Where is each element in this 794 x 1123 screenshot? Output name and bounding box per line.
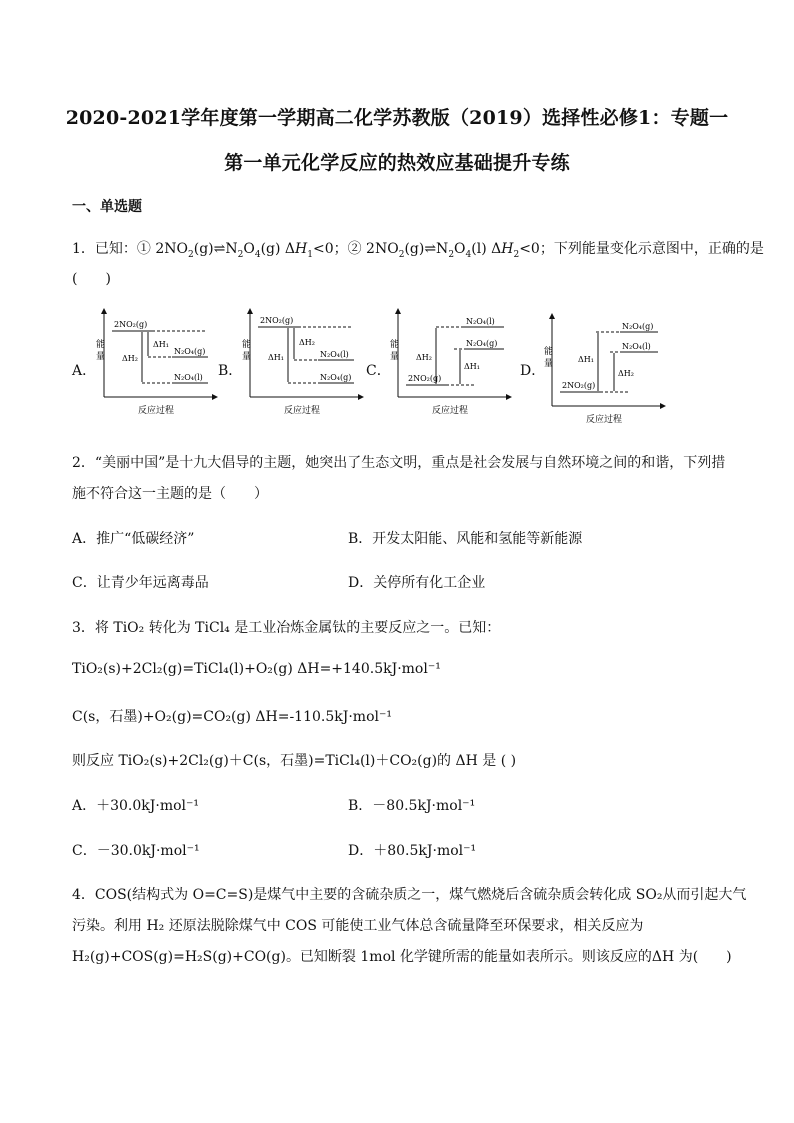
svg-text:量: 量 xyxy=(96,352,106,362)
q3-option-c: C．－30.0kJ·mol⁻¹ xyxy=(72,843,200,859)
q4-stem: 4．COS(结构式为 O=C=S)是煤气中主要的含硫杂质之一，煤气燃烧后含硫杂质会转化成 SO₂从而引起大气 xyxy=(72,887,747,903)
svg-text:ΔH₂: ΔH₂ xyxy=(416,353,432,362)
svg-text:ΔH₁: ΔH₁ xyxy=(268,353,284,362)
q1-diagram-a xyxy=(90,305,220,417)
svg-text:ΔH₂: ΔH₂ xyxy=(122,354,138,363)
q4-stem-line3: H₂(g)+COS(g)=H₂S(g)+CO(g)。已知断裂 1mol 化学键所需的能量如表所示。则该反应的ΔH 为( ) xyxy=(72,949,732,965)
svg-text:N₂O₄(l): N₂O₄(l) xyxy=(174,373,203,382)
q3-option-b: B．－80.5kJ·mol⁻¹ xyxy=(348,798,476,814)
q1-option-c-label: C． xyxy=(366,363,391,379)
q3-question: 则反应 TiO₂(s)+2Cl₂(g)＋C(s，石墨)=TiCl₄(l)＋CO₂(g)的 ΔH 是 ( ) xyxy=(72,753,517,769)
q1-option-d-label: D． xyxy=(520,363,546,379)
svg-text:N₂O₄(g): N₂O₄(g) xyxy=(466,339,498,348)
q4-stem-line2: 污染。利用 H₂ 还原法脱除煤气中 COS 可能使工业气体总含硫量降至环保要求，相关反应为 xyxy=(72,918,644,934)
q1-diagram-b xyxy=(236,305,366,417)
svg-text:N₂O₄(l): N₂O₄(l) xyxy=(466,317,495,326)
svg-text:2NO₂(g): 2NO₂(g) xyxy=(408,374,442,383)
q3-equation-1: TiO₂(s)+2Cl₂(g)=TiCl₄(l)+O₂(g) ΔH=+140.5kJ·mol⁻¹ xyxy=(72,661,441,677)
svg-text:2NO₂(g): 2NO₂(g) xyxy=(562,381,596,390)
section-heading: 一、单选题 xyxy=(72,199,142,215)
q2-stem: 2．“美丽中国”是十九大倡导的主题，她突出了生态文明，重点是社会发展与自然环境之间的和谐，下列措 xyxy=(72,455,726,471)
q3-equation-2: C(s，石墨)+O₂(g)=CO₂(g) ΔH=-110.5kJ·mol⁻¹ xyxy=(72,709,392,725)
svg-text:ΔH₁: ΔH₁ xyxy=(578,355,594,364)
svg-text:N₂O₄(g): N₂O₄(g) xyxy=(174,347,206,356)
q1-option-b-label: B． xyxy=(218,363,243,379)
svg-text:ΔH₁: ΔH₁ xyxy=(153,340,169,349)
svg-text:能: 能 xyxy=(390,340,400,350)
q1-stem-line2: ( ) xyxy=(72,271,111,287)
q2-option-d: D．关停所有化工企业 xyxy=(348,575,486,591)
svg-text:反应过程: 反应过程 xyxy=(586,415,623,425)
q1-option-a-label: A． xyxy=(72,363,97,379)
svg-text:反应过程: 反应过程 xyxy=(432,406,469,416)
q1-diagram-c xyxy=(384,305,514,417)
q2-option-b: B．开发太阳能、风能和氢能等新能源 xyxy=(348,531,583,547)
doc-title-line1: 2020-2021学年度第一学期高二化学苏教版（2019）选择性必修1：专题一 xyxy=(65,107,729,129)
svg-text:反应过程: 反应过程 xyxy=(284,406,321,416)
svg-text:量: 量 xyxy=(390,352,400,362)
q2-stem-line2: 施不符合这一主题的是（ ） xyxy=(72,486,268,502)
q3-option-d: D．＋80.5kJ·mol⁻¹ xyxy=(348,843,477,859)
svg-text:2NO₂(g): 2NO₂(g) xyxy=(114,320,148,329)
q3-option-a: A．＋30.0kJ·mol⁻¹ xyxy=(72,798,200,814)
svg-text:N₂O₄(g): N₂O₄(g) xyxy=(320,373,352,382)
svg-text:能: 能 xyxy=(544,347,554,357)
svg-text:量: 量 xyxy=(242,352,252,362)
svg-text:N₂O₄(l): N₂O₄(l) xyxy=(320,350,349,359)
svg-text:ΔH₂: ΔH₂ xyxy=(618,369,634,378)
svg-text:2NO₂(g): 2NO₂(g) xyxy=(260,316,294,325)
doc-title-line2: 第一单元化学反应的热效应基础提升专练 xyxy=(224,152,570,174)
q2-option-a: A．推广“低碳经济” xyxy=(72,531,195,547)
svg-text:反应过程: 反应过程 xyxy=(138,406,175,416)
svg-text:量: 量 xyxy=(544,359,554,369)
q2-option-c: C．让青少年远离毒品 xyxy=(72,575,209,591)
svg-text:ΔH₁: ΔH₁ xyxy=(464,362,480,371)
svg-text:N₂O₄(l): N₂O₄(l) xyxy=(622,342,651,351)
q1-stem: 1．已知：① $2NO_2(g)\rightleftharpoons N_2O_4(g)$ $\Delta H_1<0$；② $2NO_2(g)\rightleftharpoons N_2O_4(l)$ $\Delta H_2<0$；下列能量变化示意图中，正确的是 xyxy=(72,241,764,260)
svg-text:能: 能 xyxy=(96,340,106,350)
svg-text:ΔH₂: ΔH₂ xyxy=(299,338,315,347)
svg-text:N₂O₄(g): N₂O₄(g) xyxy=(622,322,654,331)
svg-text:能: 能 xyxy=(242,340,252,350)
q3-stem: 3．将 TiO₂ 转化为 TiCl₄ 是工业冶炼金属钛的主要反应之一。已知： xyxy=(72,620,501,636)
q1-diagram-d xyxy=(538,310,668,428)
